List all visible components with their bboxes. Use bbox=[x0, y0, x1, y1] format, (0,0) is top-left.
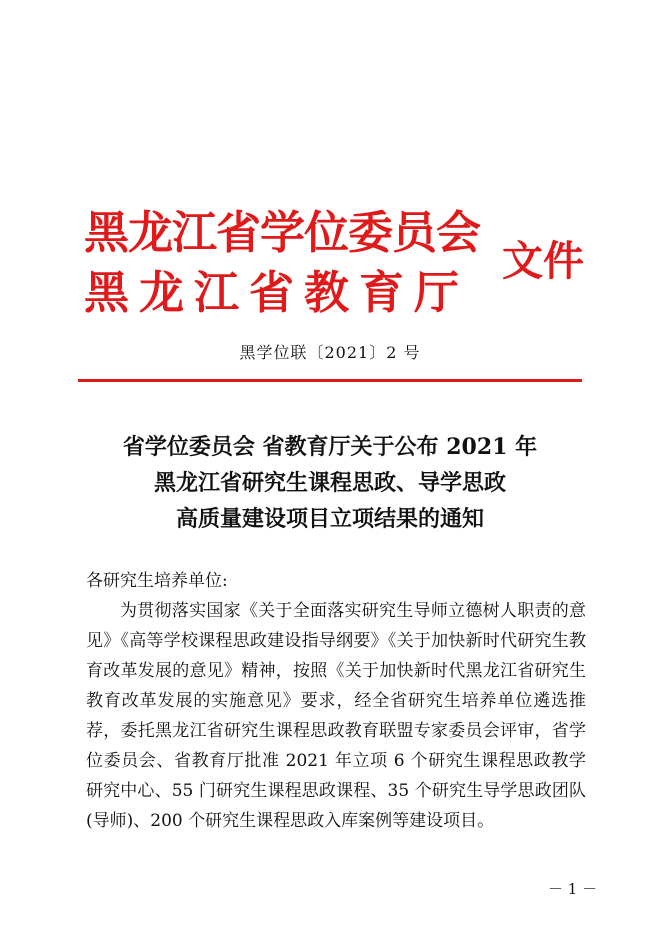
notice-title-line-1: 省学位委员会 省教育厅关于公布 2021 年 bbox=[122, 434, 538, 460]
notice-title-line-3: 高质量建设项目立项结果的通知 bbox=[175, 506, 484, 532]
document-number: 黑学位联〔2021〕2 号 bbox=[239, 343, 421, 362]
page-number: － 1 － bbox=[548, 880, 598, 898]
red-divider-rule bbox=[78, 379, 582, 382]
issuer-line-1: 黑龙江省学位委员会 bbox=[84, 206, 481, 259]
issuer-line-2: 黑龙江省教育厅 bbox=[84, 266, 470, 319]
notice-title-line-2: 黑龙江省研究生课程思政、导学思政 bbox=[153, 470, 506, 496]
salutation: 各研究生培养单位: bbox=[86, 571, 228, 591]
issuer-suffix: 文件 bbox=[502, 237, 584, 285]
body-paragraph: 为贯彻落实国家《关于全面落实研究生导师立德树人职责的意见》《高等学校课程思政建设指导纲要》《关于加快新时代研究生教育改革发展的意见》精神，按照《关于加快新时代黑龙江省研究生教育改革发展的实施意见》要求，经全省研究生培养单位遴选推荐，委托黑龙江省研究生课程思政教育联盟专家委员会评审，省学位委员会、省教育厅批准 2021 年立项 6 个研究生课程思政教学研究中心、55 门研究生课程思政课程、35 个研究生导学思政团队(导师)、200 个研究生课程思政入库案例等建设项目。 bbox=[86, 601, 586, 831]
